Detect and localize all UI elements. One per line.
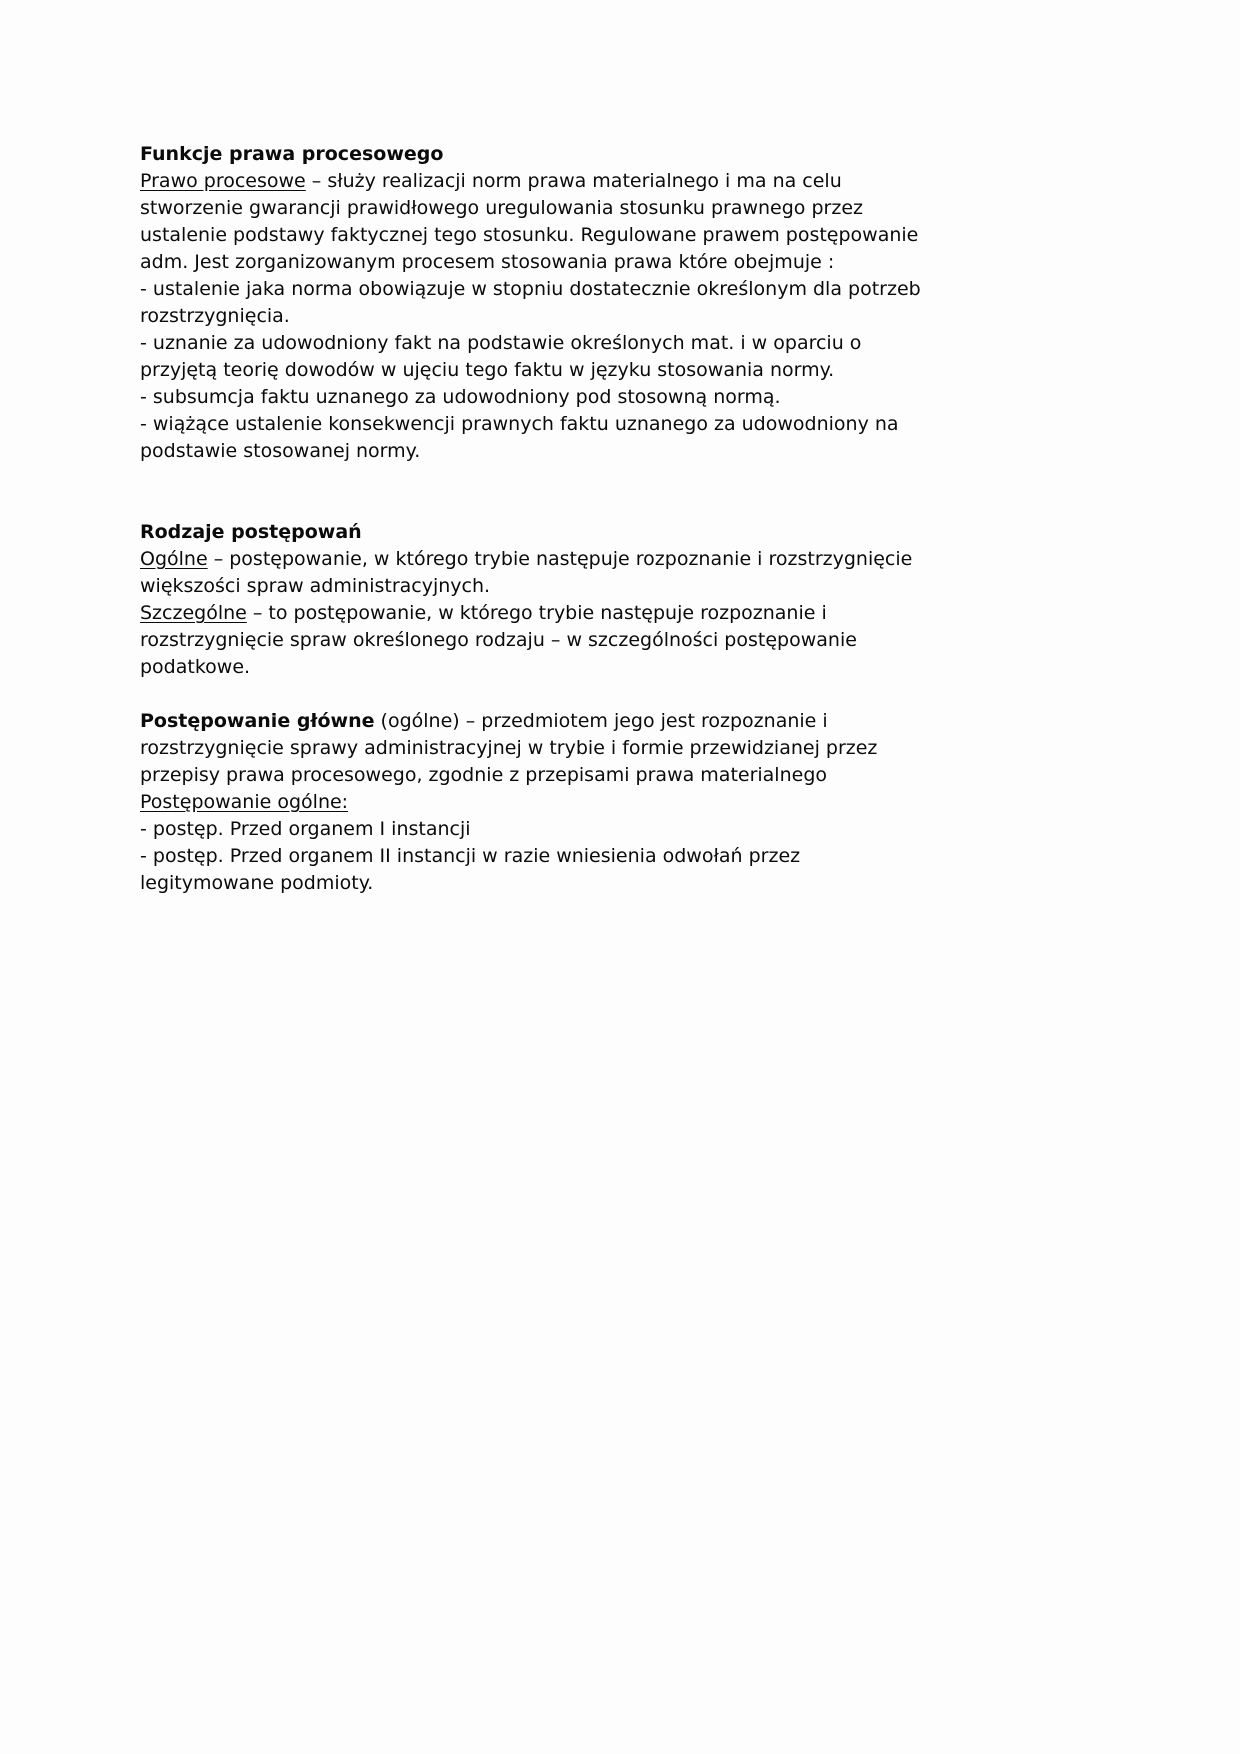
text-line <box>140 357 1100 384</box>
body-text: przepisy prawa procesowego, zgodnie z przepisami prawa materialnego <box>140 764 828 786</box>
body-text: legitymowane podmioty. <box>140 872 374 894</box>
underlined-term: Ogólne <box>140 548 208 570</box>
heading-text: Rodzaje postępowań <box>140 521 362 543</box>
underlined-term: Prawo procesowe <box>140 170 306 192</box>
text-line <box>140 222 1100 249</box>
body-text: (ogólne) – przedmiotem jego jest rozpoznanie i <box>374 710 828 732</box>
text-line <box>140 438 1100 465</box>
list-item <box>140 816 1100 843</box>
section-heading <box>140 519 1100 546</box>
body-text: adm. Jest zorganizowanym procesem stosowania prawa które obejmuje : <box>140 251 835 273</box>
text-line <box>140 195 1100 222</box>
body-text: - wiążące ustalenie konsekwencji prawnych faktu uznanego za udowodniony na <box>140 413 899 435</box>
section-heading <box>140 141 1100 168</box>
list-item <box>140 411 1100 438</box>
body-text: - uznanie za udowodniony fakt na podstawie określonych mat. i w oparciu o <box>140 332 862 354</box>
text-line <box>140 573 1100 600</box>
body-text: rozstrzygnięcie spraw określonego rodzaju – w szczególności postępowanie <box>140 629 857 651</box>
list-item <box>140 843 1100 870</box>
text-line <box>140 168 1100 195</box>
body-text: – służy realizacji norm prawa materialnego i ma na celu <box>305 170 842 192</box>
body-text: – to postępowanie, w którego trybie następuje rozpoznanie i <box>246 602 827 624</box>
text-line <box>140 546 1100 573</box>
underlined-term: Szczególne <box>140 602 247 624</box>
heading-text: Postępowanie główne <box>140 710 375 732</box>
body-text: – postępowanie, w którego trybie następuje rozpoznanie i rozstrzygnięcie <box>207 548 913 570</box>
list-item <box>140 384 1100 411</box>
document-text-block <box>140 141 1100 897</box>
text-line <box>140 303 1100 330</box>
body-text: przyjętą teorię dowodów w ujęciu tego faktu w języku stosowania normy. <box>140 359 835 381</box>
body-text: podstawie stosowanej normy. <box>140 440 421 462</box>
body-text: - postęp. Przed organem I instancji <box>140 818 471 840</box>
list-item <box>140 276 1100 303</box>
body-text: stworzenie gwarancji prawidłowego uregulowania stosunku prawnego przez <box>140 197 863 219</box>
text-line <box>140 249 1100 276</box>
text-line <box>140 870 1100 897</box>
body-text: rozstrzygnięcie sprawy administracyjnej w trybie i formie przewidzianej przez <box>140 737 878 759</box>
section-postepowanie-glowne <box>140 708 1100 897</box>
body-text: ustalenie podstawy faktycznej tego stosunku. Regulowane prawem postępowanie <box>140 224 919 246</box>
body-text: większości spraw administracyjnych. <box>140 575 491 597</box>
text-line <box>140 762 1100 789</box>
text-line <box>140 735 1100 762</box>
text-line <box>140 627 1100 654</box>
body-text: - postęp. Przed organem II instancji w razie wniesienia odwołań przez <box>140 845 801 867</box>
heading-text: Funkcje prawa procesowego <box>140 143 444 165</box>
body-text: - ustalenie jaka norma obowiązuje w stopniu dostatecznie określonym dla potrzeb <box>140 278 921 300</box>
list-item <box>140 330 1100 357</box>
section-heading <box>140 708 1100 735</box>
underlined-term: Postępowanie ogólne: <box>140 791 349 813</box>
text-line <box>140 600 1100 627</box>
text-line <box>140 789 1100 816</box>
section-funkcje-prawa-procesowego <box>140 141 1100 465</box>
text-line <box>140 654 1100 681</box>
body-text: podatkowe. <box>140 656 251 678</box>
body-text: rozstrzygnięcia. <box>140 305 290 327</box>
section-rodzaje-postepowan <box>140 519 1100 681</box>
body-text: - subsumcja faktu uznanego za udowodniony pod stosowną normą. <box>140 386 781 408</box>
